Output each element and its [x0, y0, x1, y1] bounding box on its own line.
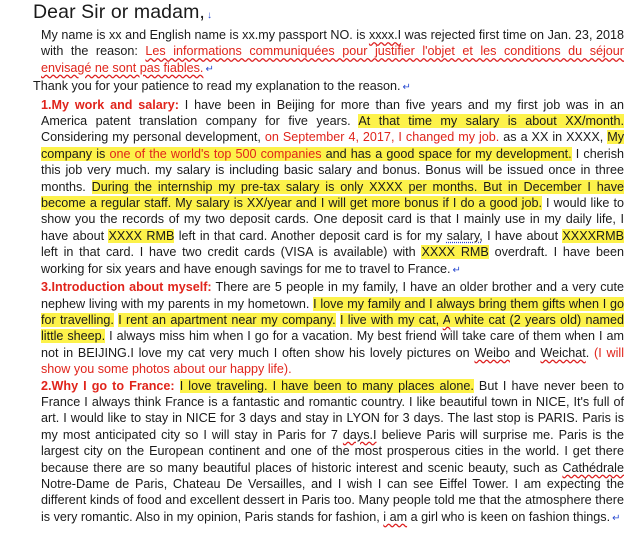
section-heading: 2.Why I go to France:	[41, 378, 175, 393]
section-work-salary: 1.My work and salary: I have been in Beijing for more than five years and my first job was in an America patent translation company for five years. At that time my salary is about XX/month. Considering my personal development, on September 4, 2017, I changed my job. as a XX in XXXX, My company is one of the world's top 500 companies and has a good space for my development. I cherish this job very much. my salary is including basic salary and bonus. Bonus will be issued once in three months. During the internship my pre-tax salary is only XXXX per months. But in December I have become a regular staff. My salary is XX/year and I will get more bonus if I do a good job. I would like to show you the records of my two deposit cards. One deposit card is that I mainly use in my daily life, I have about XXXX RMB left in that card. Another deposit card is for my salary, I have about XXXXRMB left in that card. I have two credit cards (VISA is available) with XXXX RMB overdraft. I have been working for six years and have enough savings for me to travel to France. ↵	[41, 97, 625, 276]
section-heading: 3.Introduction about myself:	[41, 280, 212, 295]
section-heading: 1.My work and salary:	[41, 97, 179, 112]
paragraph-mark: ↵	[612, 512, 621, 524]
intro-paragraph: My name is xx and English name is xx.my passport NO. is xxxx.I was rejected first time on Jan. 23, 2018 with the reason: Les informations communiquées pour justifier l'objet et les conditions du séjour envisagé ne sont pas fiables. ↵	[41, 28, 624, 75]
line-break-mark: ↓	[206, 10, 213, 21]
letter-salutation: Dear Sir or madam, ↓	[33, 1, 213, 23]
thanks-paragraph: Thank you for your patience to read my explanation to the reason. ↵	[33, 79, 411, 94]
passport-number: xxxx.I	[368, 28, 402, 42]
rejection-reason: Les informations communiquées pour justifier l'objet et les conditions du séjour envisagé ne sont pas fiables.	[41, 44, 624, 75]
paragraph-mark: ↵	[205, 63, 214, 75]
paragraph-mark: ↵	[402, 82, 411, 94]
section-about-myself: 3.Introduction about myself: There are 5 people in my family, I have an older brother and a very cute nephew living with my parents in my hometown. I love my family and I always bring them gifts when I go for travelling. I rent an apartment near my company. I live with my cat, A white cat (2 years old) named little sheep. I always miss him when I go for a vacation. My best friend will take care of them when I am not in BEIJING.I love my cat very much I often show his lovely pictures on Weibo and Weichat. (I will show you some photos about our happy life).	[41, 280, 624, 377]
paragraph-mark: ↵	[452, 264, 461, 276]
section-why-france: 2.Why I go to France: I love traveling. I have been to many places alone. But I have never been to France I always think France is a fantastic and romantic country. I like beautiful town in NICE, It's full of art. I would like to stay in NICE for 3 days and stay in LYON for 3 days. The last stop is PARIS. Paris is my most anticipated city so I will stay in Paris for 7 days.I believe Paris will surprise me. Paris is the largest city on the European continent and one of the most prosperous cities in the world. I get there because there are so many beautiful places of historic interest and scenic beauty, such as Cathédrale Notre-Dame de Paris, Chateau De Versailles, and I wish I can see Eiffel Tower. I am expecting the different kinds of food and excellent dessert in Paris too. Many people told me that the atmosphere there is very romantic. Also in my opinion, Paris stands for fashion, i am a girl who is keen on fashion things. ↵	[41, 378, 624, 524]
